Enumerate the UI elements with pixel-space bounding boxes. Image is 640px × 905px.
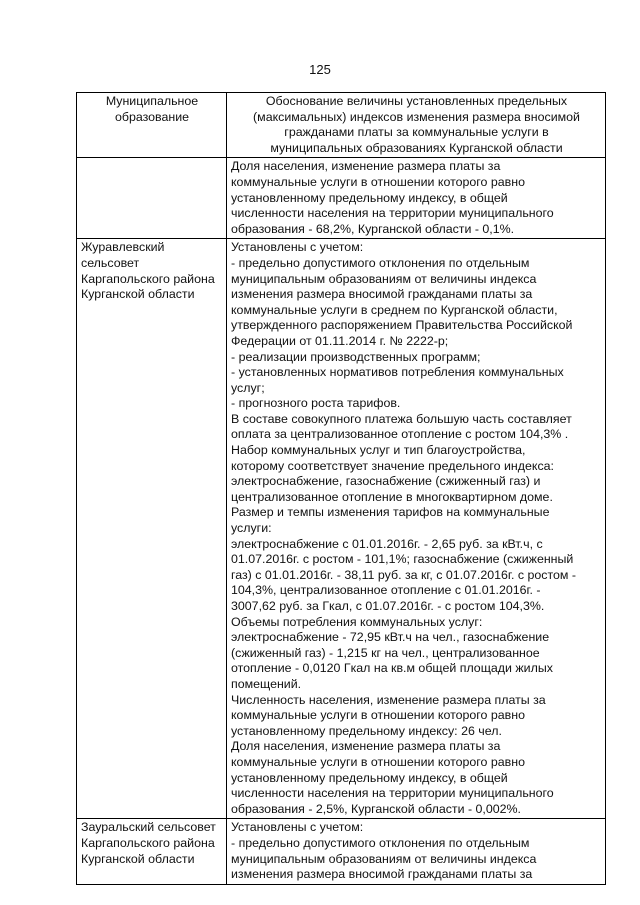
text-line: - установленных нормативов потребления коммунальных (231, 365, 564, 380)
row-municipality-cell (77, 819, 227, 884)
text-line: утвержденного распоряжением Правительства Российской (231, 318, 573, 333)
text-line: образования - 2,5%, Курганской области - 0,002%. (231, 801, 521, 816)
table-row-zhuravlevsky (77, 239, 606, 819)
text-line: Установлены с учетом: (231, 240, 364, 255)
text-line: Численность населения, изменение размера платы за (231, 692, 546, 707)
text-line: которому соответствует значение предельного индекса: (231, 458, 554, 473)
text-line: - предельно допустимого отклонения по отдельным (231, 255, 530, 270)
text-line: - реализации производственных программ; (231, 349, 481, 364)
text-line: Зауральский сельсовет (81, 820, 216, 835)
row-justification-cell (227, 239, 606, 819)
text-line: 104,3%, централизованное отопление с 01.01.2016г. - (231, 583, 541, 598)
text-line: гражданами платы за коммунальные услуги в (284, 125, 549, 140)
text-line: электроснабжение - 72,95 кВт.ч на чел., газоснабжение (231, 630, 550, 645)
text-line: помещений. (231, 676, 302, 691)
text-line: Муниципальное (105, 94, 199, 108)
text-line: услуг; (231, 380, 265, 395)
text-line: Установлены с учетом: (231, 820, 364, 835)
text-line: установленному предельному индексу: 26 чел. (231, 723, 502, 738)
text-line: коммунальные услуги в отношении которого равно (231, 754, 525, 769)
row-municipality-cell (77, 239, 227, 819)
text-line: сельсовет (81, 255, 140, 270)
text-line: коммунальные услуги в среднем по Курганской области, (231, 302, 558, 317)
text-line: Курганской области (81, 287, 195, 302)
row-municipality-cell (77, 158, 227, 239)
text-line: Журавлевский (81, 240, 165, 255)
text-line: 3007,62 руб. за Гкал, с 01.07.2016г. - с ростом 104,3%. (231, 599, 545, 613)
text-line: Каргапольского района (81, 835, 215, 850)
text-line: - прогнозного роста тарифов. (231, 396, 401, 411)
table-body (77, 93, 606, 885)
text-line: численности населения на территории муниципального (231, 786, 554, 801)
text-line: - предельно допустимого отклонения по отдельным (231, 835, 530, 850)
text-line: Набор коммунальных услуг и тип благоустройства, (231, 443, 526, 458)
text-line: Доля населения, изменение размера платы за (231, 739, 501, 754)
text-line: (сжиженный газ) - 1,215 кг на чел., централизованное (231, 645, 540, 660)
text-line: изменения размера вносимой гражданами платы за (231, 287, 533, 302)
table-row-zauralsky (77, 819, 606, 884)
text-line: Курганской области (81, 851, 195, 866)
text-line: коммунальные услуги в отношении которого равно (231, 174, 525, 189)
text-line: Каргапольского района (81, 271, 215, 286)
page-number: 125 (309, 62, 331, 77)
table-header-row (77, 93, 606, 158)
text-line: установленному предельному индексу, в общей (231, 770, 508, 785)
text-line: оплата за централизованное отопление с ростом 104,3% . (231, 427, 569, 442)
text-line: муниципальным образованиям от величины индекса (231, 851, 537, 866)
text-line: централизованное отопление в многоквартирном доме. (231, 489, 553, 504)
text-line: (максимальных) индексов изменения размера вносимой (253, 109, 580, 124)
text-line: услуги: (231, 521, 272, 536)
row-justification-cell (227, 819, 606, 884)
table-row-continuation (77, 158, 606, 239)
text-line: электроснабжение, газоснабжение (сжиженный газ) и (231, 474, 541, 489)
header-justification (227, 93, 606, 158)
text-line: изменения размера вносимой гражданами платы за (231, 867, 533, 882)
text-line: образование (114, 109, 190, 124)
text-line: газ) с 01.01.2016г. - 38,11 руб. за кг, с 01.07.2016г. с ростом - (231, 567, 576, 582)
text-line: установленному предельному индексу, в общей (231, 190, 508, 205)
text-line: образования - 68,2%, Курганской области - 0,1%. (231, 221, 515, 236)
tariff-index-table (76, 92, 606, 885)
text-line: Обоснование величины установленных предельных (265, 94, 568, 108)
text-line: отопление - 0,0120 Гкал на кв.м общей площади жилых (231, 661, 553, 676)
header-municipality (77, 93, 227, 158)
text-line: Доля населения, изменение размера платы за (231, 159, 501, 174)
text-line: Размер и темпы изменения тарифов на коммунальные (231, 505, 550, 520)
text-line: 01.07.2016г. с ростом - 101,1%; газоснабжение (сжиженный (231, 552, 574, 567)
text-line: муниципальных образованиях Курганской области (270, 140, 563, 155)
text-line: численности населения на территории муниципального (231, 206, 554, 221)
text-line: В составе совокупного платежа большую часть составляет (231, 411, 572, 426)
text-line: коммунальные услуги в отношении которого равно (231, 708, 525, 723)
text-line: электроснабжение с 01.01.2016г. - 2,65 руб. за кВт.ч, с (231, 536, 543, 551)
text-line: муниципальным образованиям от величины индекса (231, 271, 537, 286)
text-line: Федерации от 01.11.2014 г. № 2222-р; (231, 333, 449, 348)
row-justification-cell (227, 158, 606, 239)
text-line: Объемы потребления коммунальных услуг: (231, 614, 483, 629)
